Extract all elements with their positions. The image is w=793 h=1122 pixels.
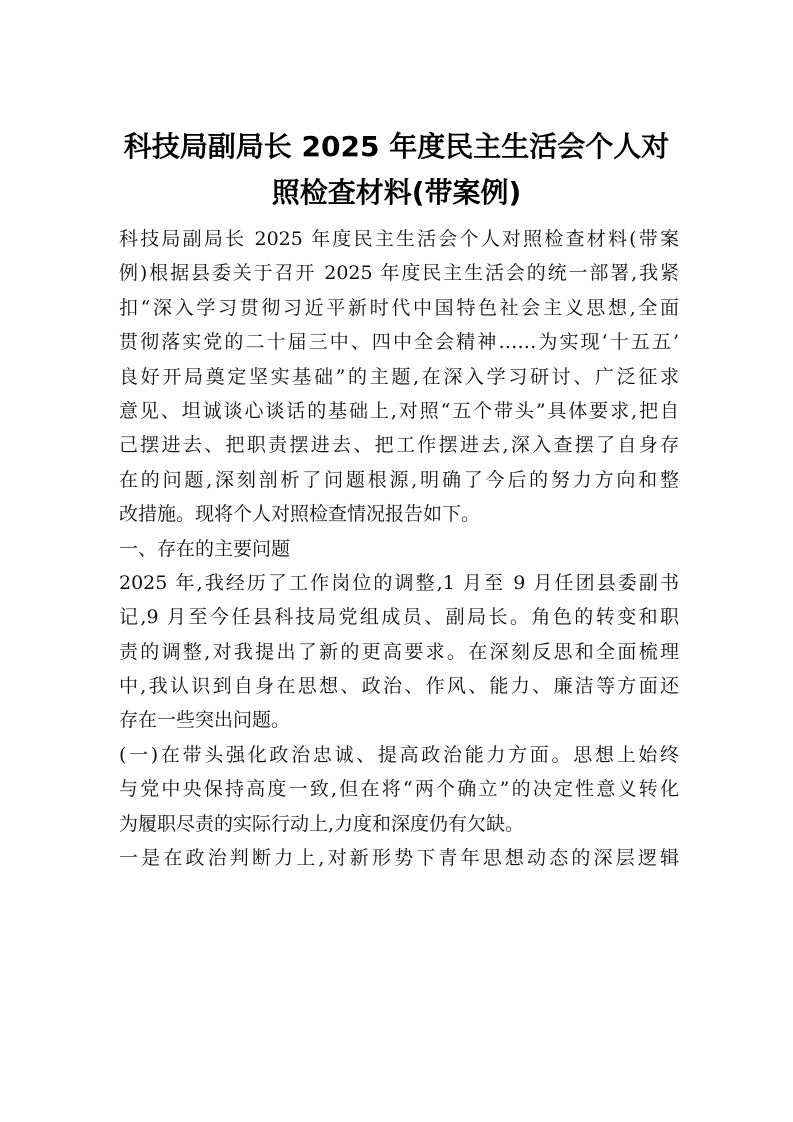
- body-line: 与党中央保持高度一致,但在将“两个确立”的决定性意义转化: [119, 778, 679, 801]
- body-line: 良好开局奠定坚实基础”的主题,在深入学习研讨、广泛征求: [119, 365, 679, 388]
- title-line-2: 照检查材料(带案例): [271, 176, 522, 209]
- body-line: 中,我认识到自身在思想、政治、作风、能力、廉洁等方面还: [119, 675, 679, 698]
- title-line-1: 科技局副局长 2025 年度民主生活会个人对: [123, 130, 670, 163]
- body-line: 在的问题,深刻剖析了问题根源,明确了今后的努力方向和整: [119, 468, 679, 491]
- body-line: 为履职尽责的实际行动上,力度和深度仍有欠缺。: [119, 812, 525, 835]
- document-title: [100, 124, 693, 216]
- body-line: 己摆进去、把职责摆进去、把工作摆进去,深入查摆了自身存: [119, 434, 679, 457]
- body-line: 扣“深入学习贯彻习近平新时代中国特色社会主义思想,全面: [119, 296, 679, 319]
- body-line: 例)根据县委关于召开 2025 年度民主生活会的统一部署,我紧: [119, 262, 679, 285]
- body-line: 意见、坦诚谈心谈话的基础上,对照“五个带头”具体要求,把自: [119, 399, 679, 422]
- section-heading: 一、存在的主要问题: [119, 537, 291, 560]
- body-line: 一是在政治判断力上,对新形势下青年思想动态的深层逻辑: [119, 847, 679, 870]
- body-line: 改措施。现将个人对照检查情况报告如下。: [119, 503, 481, 526]
- body-line: 记,9 月至今任县科技局党组成员、副局长。角色的转变和职: [119, 606, 679, 629]
- body-line: 贯彻落实党的二十届三中、四中全会精神……为实现‘十五五’: [119, 331, 679, 354]
- body-line: 责的调整,对我提出了新的更高要求。在深刻反思和全面梳理: [119, 640, 679, 663]
- body-line: 存在一些突出问题。: [119, 709, 291, 732]
- body-line: 科技局副局长 2025 年度民主生活会个人对照检查材料(带案: [119, 228, 679, 250]
- body-line: 2025 年,我经历了工作岗位的调整,1 月至 9 月任团县委副书: [119, 571, 679, 594]
- subsection-line: (一)在带头强化政治忠诚、提高政治能力方面。思想上始终: [119, 743, 679, 766]
- document-body: [119, 222, 679, 875]
